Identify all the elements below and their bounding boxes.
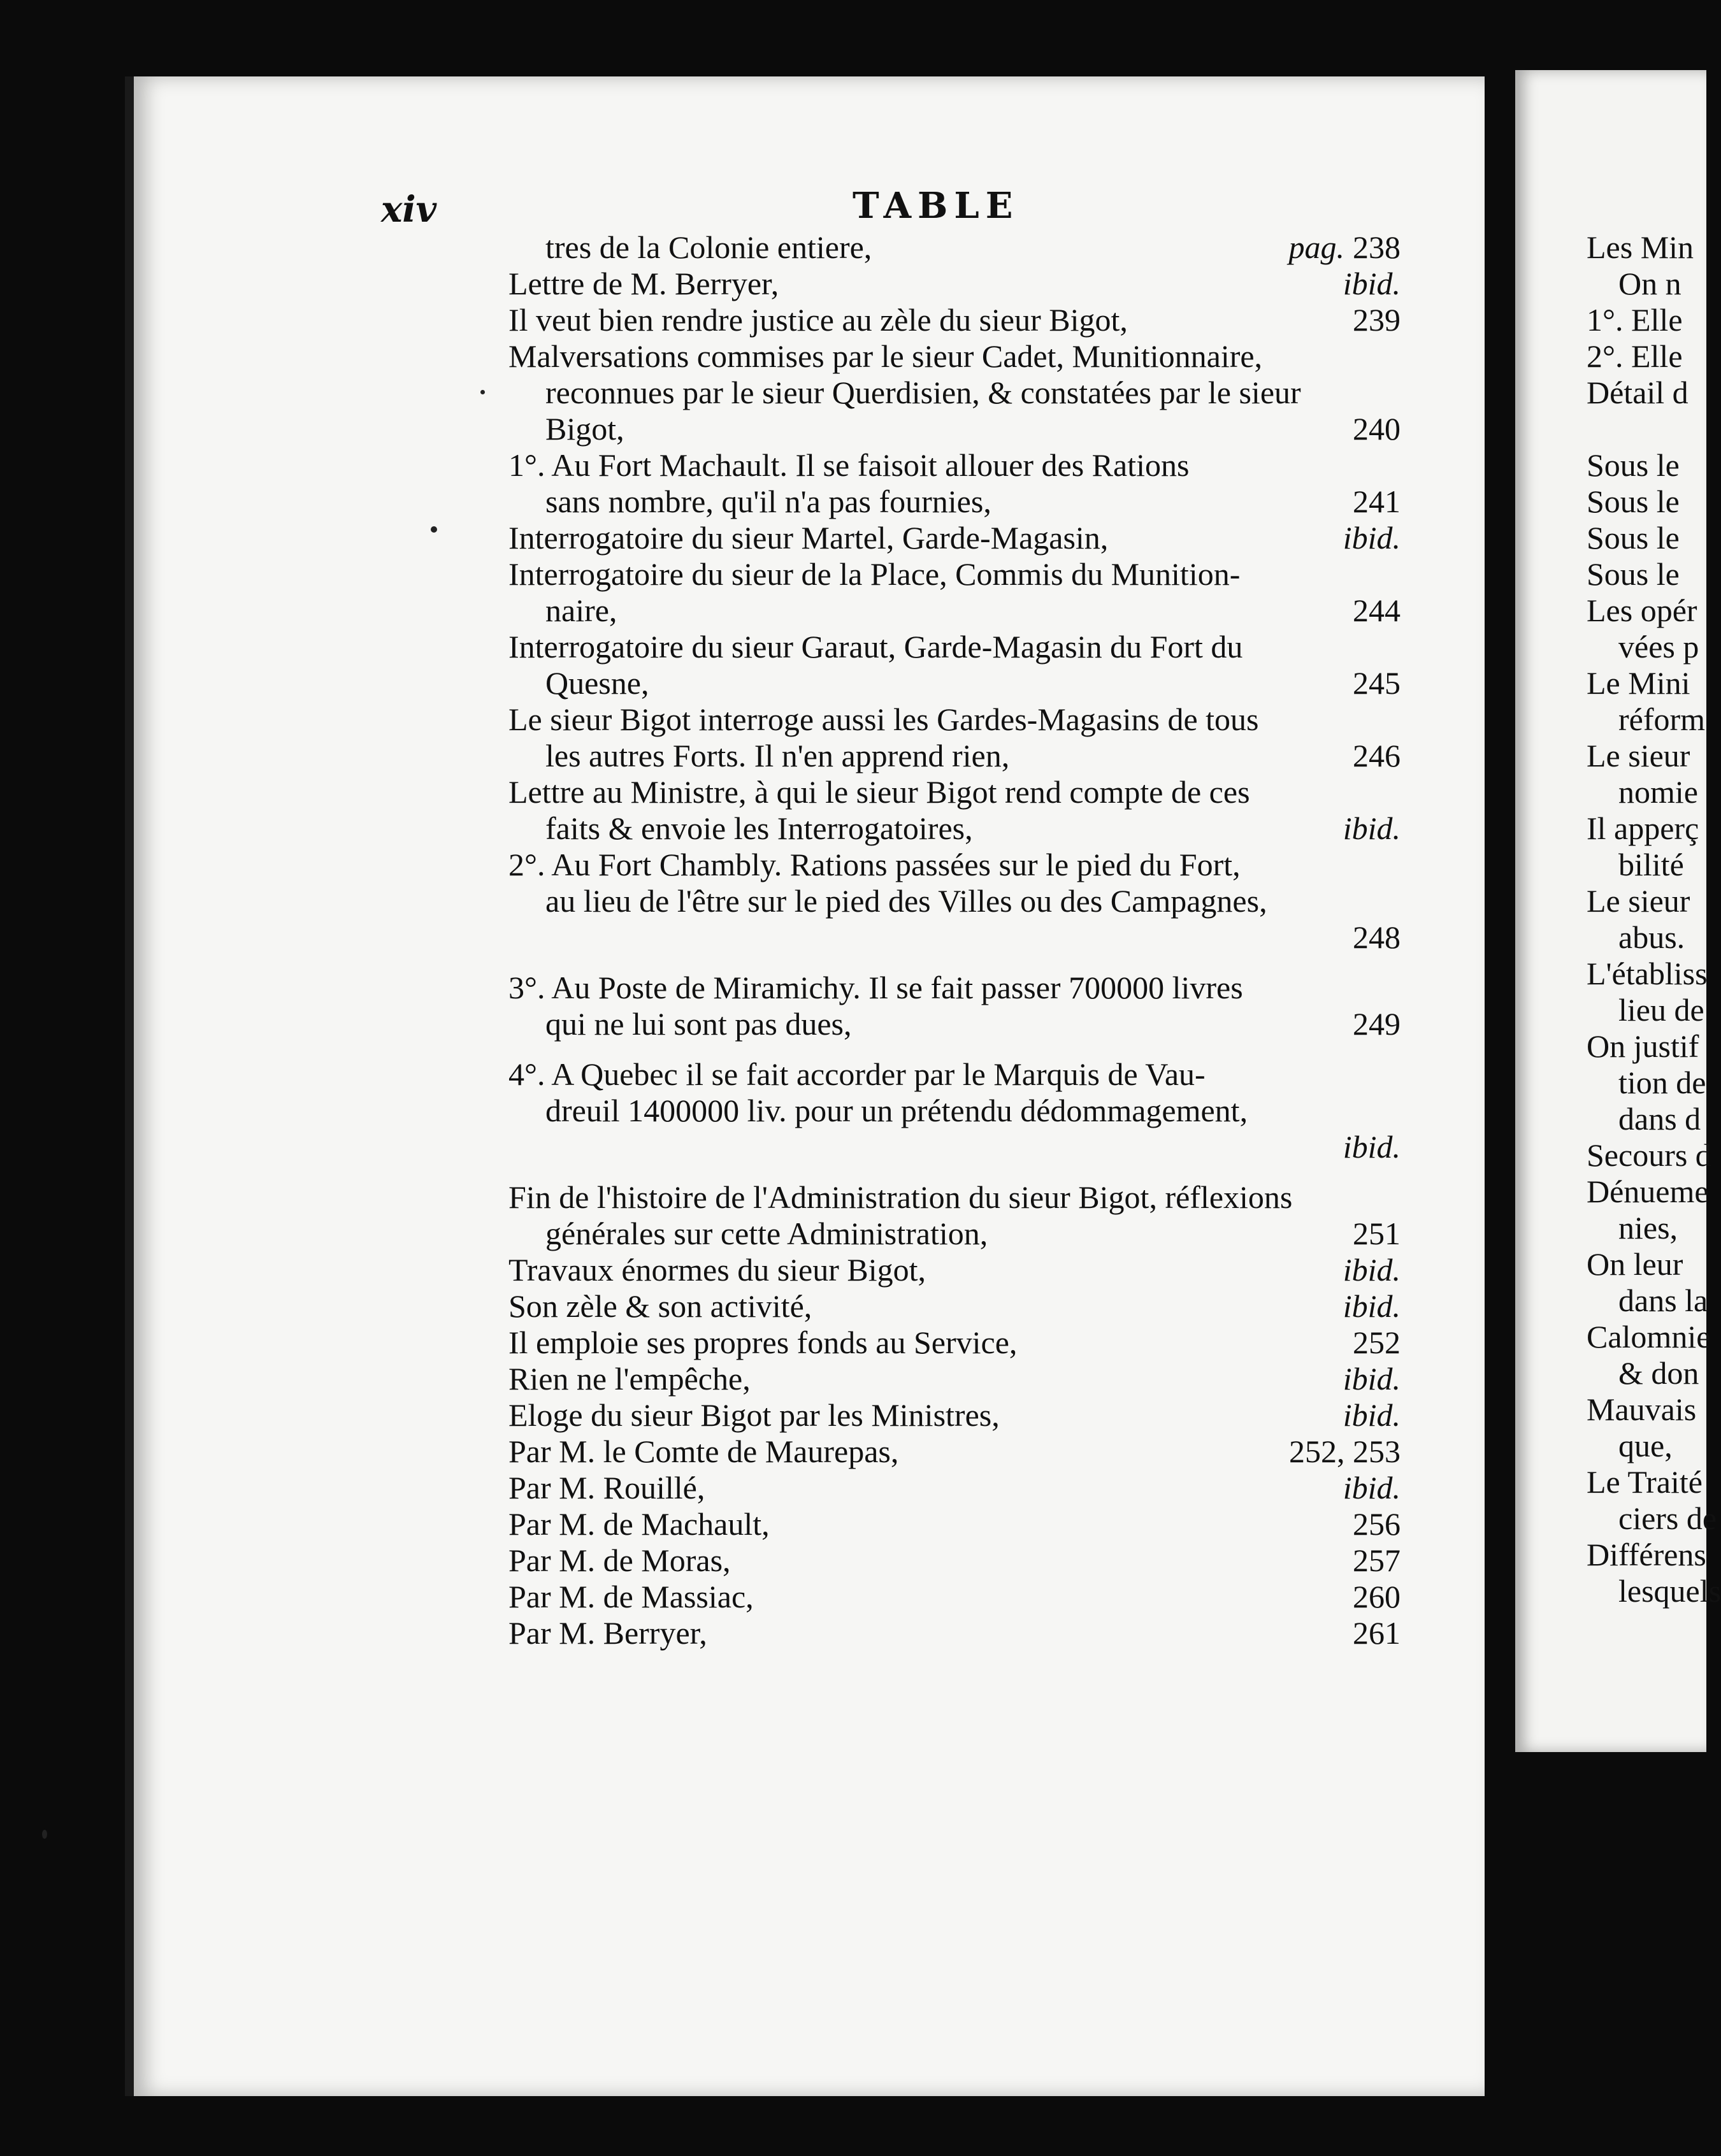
toc-entry-text: qui ne lui sont pas dues, (545, 1006, 852, 1042)
toc-page-ref: 256 (1353, 1506, 1401, 1542)
toc-entry (508, 810, 1401, 847)
right-page-line: Calomnie (1587, 1319, 1711, 1355)
right-page-line: Le Traité (1587, 1464, 1703, 1500)
right-page-line: 1°. Elle (1587, 302, 1683, 338)
right-page-line: Dénueme (1587, 1174, 1709, 1209)
toc-page-ref: 245 (1353, 665, 1401, 701)
toc-entry (508, 1470, 1401, 1506)
toc-page-ref: 239 (1353, 302, 1401, 338)
right-page-line: vées p (1618, 629, 1699, 665)
toc-entry-text: reconnues par le sieur Querdisien, & constatées par le sieur (545, 375, 1301, 410)
toc-entry (508, 1216, 1401, 1252)
right-page-line: On leur (1587, 1246, 1683, 1282)
right-page-line: Le sieur (1587, 738, 1690, 773)
toc-entry-text: au lieu de l'être sur le pied des Villes ou des Campagnes, (545, 883, 1267, 919)
toc-entry (508, 484, 1401, 520)
toc-entry-text: Lettre de M. Berryer, (508, 266, 779, 301)
toc-entry-text: dreuil 1400000 liv. pour un prétendu dédommagement, (545, 1093, 1248, 1128)
toc-entry (508, 701, 1401, 738)
right-page-line: ciers de (1618, 1500, 1717, 1536)
toc-entry-text: Par M. de Massiac, (508, 1579, 754, 1614)
toc-entry-text: Il veut bien rendre justice au zèle du sieur Bigot, (508, 302, 1128, 338)
right-page-line: Le Mini (1587, 665, 1690, 701)
right-page-text (1587, 229, 1721, 1609)
right-page-line: bilité (1618, 847, 1684, 882)
toc-page-ref: ibid. (1343, 810, 1401, 846)
toc-page-ref: ibid. (1343, 1288, 1401, 1324)
running-title: TABLE (853, 185, 1019, 227)
toc-entry (508, 1361, 1401, 1397)
right-page-line: Les Min (1587, 229, 1694, 265)
toc-entry-text: Par M. de Moras, (508, 1542, 731, 1578)
page-header (381, 185, 1401, 236)
toc-entry-text: Son zèle & son activité, (508, 1288, 812, 1324)
toc-entry-text: Interrogatoire du sieur de la Place, Commis du Munition- (508, 556, 1241, 592)
table-of-contents (508, 229, 1401, 1651)
right-page-line: Secours d (1587, 1137, 1711, 1173)
right-page-line: dans la (1618, 1283, 1708, 1318)
right-page-line: lesquels (1618, 1573, 1721, 1609)
toc-entry-text: naire, (545, 593, 617, 628)
toc-entry-text: Interrogatoire du sieur Garaut, Garde-Magasin du Fort du (508, 629, 1243, 665)
toc-entry (508, 447, 1401, 484)
right-page-line: 2°. Elle (1587, 338, 1683, 374)
toc-entry-text: Par M. Berryer, (508, 1615, 707, 1651)
toc-page-ref: 252, 253 (1289, 1434, 1401, 1469)
toc-page-prefix: pag. (1288, 229, 1344, 265)
toc-entry-text: Il emploie ses propres fonds au Service, (508, 1325, 1018, 1360)
print-speck (431, 526, 437, 533)
toc-entry-text: 2°. Au Fort Chambly. Rations passées sur le pied du Fort, (508, 847, 1241, 882)
toc-entry-text: Par M. Rouillé, (508, 1470, 705, 1506)
toc-page-ref: 244 (1353, 593, 1401, 628)
toc-page-ref: 249 (1353, 1006, 1401, 1042)
toc-entry-text: tres de la Colonie entiere, (545, 229, 872, 265)
toc-entry-text: 4°. A Quebec il se fait accorder par le Marquis de Vau- (508, 1056, 1206, 1092)
toc-entry (508, 1252, 1401, 1288)
toc-entry-text: Travaux énormes du sieur Bigot, (508, 1252, 926, 1288)
toc-entry (508, 883, 1401, 919)
toc-entry (508, 1579, 1401, 1615)
right-page-line (1587, 411, 1708, 447)
right-page-line: Détail d (1587, 375, 1689, 410)
right-page-line: On n (1618, 266, 1681, 301)
toc-entry-text: 3°. Au Poste de Miramichy. Il se fait passer 700000 livres (508, 970, 1243, 1005)
toc-page-ref: 257 (1353, 1542, 1401, 1578)
toc-entry-text: Bigot, (545, 411, 624, 447)
toc-entry (508, 1093, 1401, 1129)
print-speck (480, 390, 485, 394)
toc-entry-text: les autres Forts. Il n'en apprend rien, (545, 738, 1010, 773)
toc-page-ref: 240 (1353, 411, 1401, 447)
right-page-line: lieu de (1618, 992, 1704, 1028)
toc-entry (508, 919, 1401, 956)
toc-entry (508, 1506, 1401, 1542)
right-page-line: Sous le (1587, 484, 1680, 519)
toc-page-ref: 252 (1353, 1325, 1401, 1360)
toc-entry (508, 556, 1401, 593)
toc-entry (508, 266, 1401, 302)
toc-entry (508, 1288, 1401, 1325)
toc-entry (508, 629, 1401, 665)
toc-entry (508, 302, 1401, 338)
toc-entry (508, 1129, 1401, 1165)
right-page-line: Le sieur (1587, 883, 1690, 919)
toc-entry (508, 665, 1401, 701)
toc-page-ref: 251 (1353, 1216, 1401, 1251)
toc-entry-text: Lettre au Ministre, à qui le sieur Bigot rend compte de ces (508, 774, 1250, 810)
toc-entry (508, 229, 1401, 266)
page-number: xiv (381, 189, 437, 231)
right-page-line: que, (1618, 1428, 1673, 1463)
right-page-line: Sous le (1587, 556, 1680, 592)
toc-entry-text: Par M. le Comte de Maurepas, (508, 1434, 899, 1469)
toc-entry-text: Fin de l'histoire de l'Administration du sieur Bigot, réflexions (508, 1179, 1293, 1215)
toc-entry-text: Eloge du sieur Bigot par les Ministres, (508, 1397, 1000, 1433)
toc-page-ref: 246 (1353, 738, 1401, 773)
print-speck (42, 1830, 47, 1839)
toc-entry-text: faits & envoie les Interrogatoires, (545, 810, 973, 846)
toc-page-ref: 248 (1353, 919, 1401, 955)
toc-entry (508, 738, 1401, 774)
right-page-line: abus. (1618, 919, 1685, 955)
toc-entry (508, 847, 1401, 883)
right-page-line: nies, (1618, 1210, 1678, 1246)
toc-entry (508, 1397, 1401, 1434)
toc-entry (508, 1006, 1401, 1042)
right-page-line: Il apperç (1587, 810, 1699, 846)
toc-entry-text: Rien ne l'empêche, (508, 1361, 751, 1397)
toc-page-ref: ibid. (1343, 1470, 1401, 1506)
toc-entry (508, 1434, 1401, 1470)
toc-entry (508, 970, 1401, 1006)
toc-entry (508, 1056, 1401, 1093)
toc-entry-text: Malversations commises par le sieur Cadet, Munitionnaire, (508, 338, 1263, 374)
right-page-line: Mauvais (1587, 1391, 1697, 1427)
right-page-line: Différens (1587, 1537, 1706, 1572)
toc-entry (508, 411, 1401, 447)
toc-page-ref: ibid. (1343, 1361, 1401, 1397)
toc-entry-text: 1°. Au Fort Machault. Il se faisoit allouer des Rations (508, 447, 1190, 483)
right-page-line: & don (1618, 1355, 1699, 1391)
toc-entry (508, 375, 1401, 411)
right-page-line: nomie (1618, 774, 1698, 810)
toc-page-ref: ibid. (1343, 1397, 1401, 1433)
toc-page-ref: 238 (1353, 229, 1401, 265)
toc-entry (508, 593, 1401, 629)
toc-entry (508, 1325, 1401, 1361)
toc-entry (508, 338, 1401, 375)
toc-entry-text: générales sur cette Administration, (545, 1216, 988, 1251)
toc-entry-text: Par M. de Machault, (508, 1506, 770, 1542)
toc-page-ref: ibid. (1343, 520, 1401, 556)
toc-entry-text: Le sieur Bigot interroge aussi les Gardes-Magasins de tous (508, 701, 1259, 737)
toc-entry (508, 1615, 1401, 1651)
toc-page-ref: 260 (1353, 1579, 1401, 1614)
right-page-line: On justif (1587, 1028, 1699, 1064)
toc-entry-text: sans nombre, qu'il n'a pas fournies, (545, 484, 991, 519)
right-page-line: dans d (1618, 1101, 1701, 1137)
toc-entry-text: Quesne, (545, 665, 649, 701)
toc-page-ref: ibid. (1343, 1252, 1401, 1288)
right-page-line: Sous le (1587, 520, 1680, 556)
right-page-line: Sous le (1587, 447, 1680, 483)
right-page-line: L'établiss (1587, 956, 1708, 991)
toc-entry (508, 774, 1401, 810)
toc-entry-text: Interrogatoire du sieur Martel, Garde-Magasin, (508, 520, 1109, 556)
toc-entry (508, 1179, 1401, 1216)
toc-entry (508, 520, 1401, 556)
right-page-line: tion de (1618, 1065, 1706, 1100)
toc-page-ref: ibid. (1343, 266, 1401, 301)
toc-page-ref: 261 (1353, 1615, 1401, 1651)
toc-page-ref: 241 (1353, 484, 1401, 519)
toc-entry (508, 1542, 1401, 1579)
toc-page-ref: ibid. (1343, 1129, 1401, 1165)
right-page-line: Les opér (1587, 593, 1697, 628)
right-page-line: réform (1618, 701, 1706, 737)
